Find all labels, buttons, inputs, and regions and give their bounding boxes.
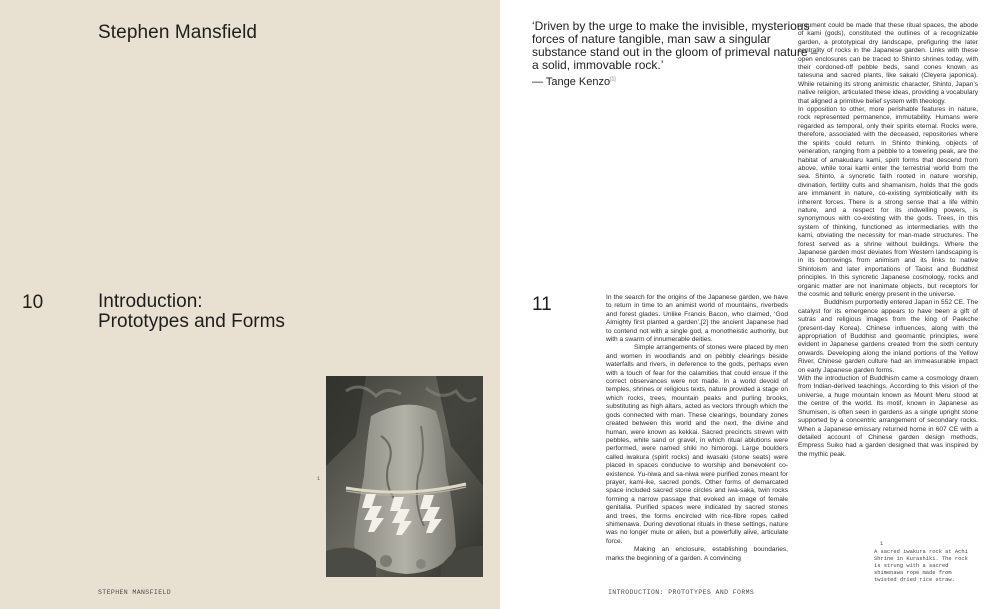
page-number-left: 10 bbox=[22, 292, 44, 313]
chapter-title-line-2: Prototypes and Forms bbox=[98, 311, 285, 332]
chapter-title bbox=[98, 292, 285, 332]
footer-chapter: INTRODUCTION: PROTOTYPES AND FORMS bbox=[608, 589, 755, 596]
paragraph: argument could be made that these ritual spaces, the abode of kami (gods), constituted the outlines of a recognizable garden, a prototypical dry landscape, prefiguring the later centrality of rocks in the Japanese garden. Links with these open enclosures can be traced to Shinto shrines today, with their cordoned-off pebble beds, sand cones known as tatesuna and sacred plants, like sakaki (Cleyera japonica). While retaining its strong animistic character, Shinto, Japan’s native religion, articulated these ideas, providing a vocabulary that aligned a primitive belief system with theology. bbox=[798, 22, 978, 105]
footer-author: STEPHEN MANSFIELD bbox=[98, 589, 172, 596]
chapter-title-line-1: Introduction: bbox=[98, 291, 203, 312]
sacred-rock-photo bbox=[326, 376, 483, 577]
paragraph: Buddhism purportedly entered Japan in 552 CE. The catalyst for its emergence appears to have been a gift of sutras and religious images from the king of Paekche (present-day Korea). Chinese influences, along with the appropriation of Buddhist and geomantic principles, were evident in Japanese gardens created from the sixth century onwards. Developing along the inland portions of the Yellow River, Chinese garden culture had an immeasurable impact on early Japanese garden forms. bbox=[798, 299, 978, 374]
text-column-lower bbox=[606, 294, 788, 563]
paragraph: Simple arrangements of stones were placed by men and women in woodlands and on pebbly clearings beside waterfalls and rivers, in deference to the gods, perhaps even with a touch of fear for the calamities that could ensue if the correct observances were not made. In a world devoid of temples, shrines or religious texts, nature provided a stage on which rocks, trees, mountain peaks and purling brooks, substituting as high altars, acted as vectors through which the gods connected with man. These clearings, boundary zones created between this world and the next, the divine and human, were known as kekkai. Sacred precincts strewn with pebbles, white sand or gravel, in which ritual ablutions were performed, were named shiki no himorogi. Large boulders called iwakura (spirit rocks) and iwasaki (stone seats) were placed in spaces conducive to worship and benevolent co-existence. Yu-niwa and sa-niwa were purified zones meant for prayer, kami-ike, sacred ponds. Other forms of demarcated space included sacred stone circles and iwa-saka, twin rocks forming a narrow passage that evoked an image of female genitalia. Purified spaces were indicated by sacred stones and trees, the forms encircled with rice-fibre ropes called shimenawa. During devotional rituals in these settings, nature was no longer mute or alien, but a powerfully alive, articulate force. bbox=[606, 344, 788, 545]
paragraph: Making an enclosure, establishing boundaries, marks the beginning of a garden. A convincing bbox=[606, 546, 788, 562]
author-name: Stephen Mansfield bbox=[98, 22, 258, 43]
paragraph: In opposition to other, more perishable features in nature, rock represented permanence, immutability. Humans were regarded as temporal, only their spirits eternal. Rocks were, therefore, associated with the deceased, repositories where the spirits could return. In Shinto thinking, objects of veneration, ranging from a pebble to a towering peak, are the habitat of amakudaru kami, spirit forms that descend from above, while torai kami enter the terrestrial world from the sea. Shinto, a syncretic faith rooted in nature worship, divination, fertility cults and shamanism, holds that the gods are immanent in nature, co-existing symbiotically with its inherent forces. There is a strong sense that a life within nature, and a respect for its indwelling powers, is synonymous with co-existing with the gods. Trees, in this system of thinking, functioned as intermediaries with the kami, obviating the necessity for man-made structures. The forest served as a shrine without buildings. Where the Japanese garden most deviates from Western landscaping is in its borrowings from animism and its links to native Shintoism and later importations of Taoist and Buddhist principles. In this syncretic Japanese cosmology, rocks and organic matter are not inanimate objects, but receptors for the cosmic and telluric energy present in the universe. bbox=[798, 106, 978, 298]
caption-text: A sacred iwakura rock at Achi Shrine in Kurashiki. The rock is strung with a sacred shimenawa rope made from twisted dried rice straw. bbox=[874, 549, 968, 583]
text-column-upper bbox=[798, 22, 978, 459]
footnote-marker: [1] bbox=[610, 76, 616, 83]
rock-photo-illustration bbox=[326, 376, 483, 577]
figure-marker: 1 bbox=[317, 476, 321, 482]
paragraph: With the introduction of Buddhism came a cosmology drawn from Indian-derived teachings. According to this vision of the universe, a huge mountain known as Mount Meru stood at the centre of the world. Its motif, known in Japanese as Shumisen, is often seen in gardens as a single upright stone supported by a concentric arrangement of secondary rocks. When a Japanese emissary returned home in 607 CE with a detailed account of Chinese garden design methods, Empress Suiko had a garden designed that was inspired by the mythic peak. bbox=[798, 375, 978, 458]
quote-attribution-text: — Tange Kenzo bbox=[532, 76, 611, 88]
epigraph-quote: ‘Driven by the urge to make the invisible, mysterious forces of nature tangible, man saw a singular substance stand out in the gloom of primeval nature – a solid, immovable rock.’ bbox=[532, 19, 818, 72]
paragraph: In the search for the origins of the Japanese garden, we have to return in time to an animist world of mountains, riverbeds and forest glades. Unlike Francis Bacon, who claimed, ‘God Almighty first planted a garden’,[2] the ancient Japanese had to contend not with a single god, a monotheistic authority, but with a swarm of innumerable deities. bbox=[606, 294, 788, 344]
figure-caption bbox=[874, 541, 974, 584]
right-page bbox=[500, 0, 1000, 609]
quote-attribution bbox=[532, 76, 616, 88]
page-number-right: 11 bbox=[532, 294, 552, 315]
caption-number: 1 bbox=[880, 541, 884, 547]
